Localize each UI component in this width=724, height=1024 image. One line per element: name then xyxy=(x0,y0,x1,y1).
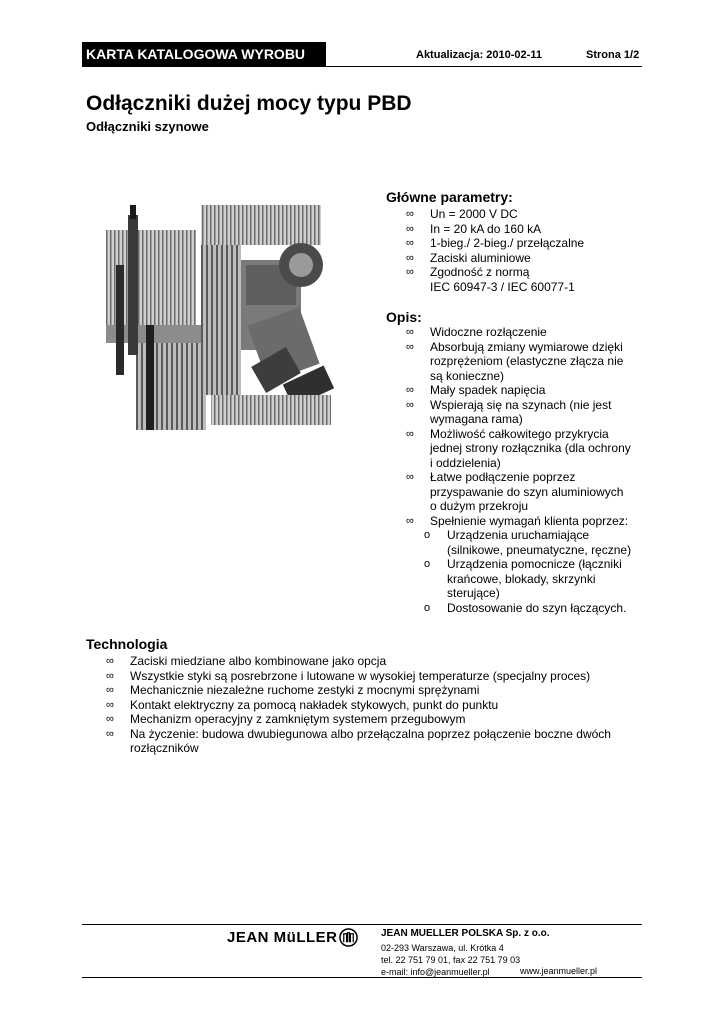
company-address: 02-293 Warszawa, ul. Krótka 4 xyxy=(381,943,504,953)
page-subtitle: Odłączniki szynowe xyxy=(86,119,209,134)
bullet-icon: ∞ xyxy=(406,326,414,338)
bullet-icon: ∞ xyxy=(106,727,114,740)
list-item xyxy=(406,557,646,601)
list-item-text: Wspierają się na szynach (nie jest wymagana rama) xyxy=(430,397,612,426)
bullet-icon: o xyxy=(424,529,431,541)
list-item-text: Absorbują zmiany wymiarowe dzięki rozprężeniom (elastyczne złącza nie są konieczne) xyxy=(430,339,624,383)
params-list xyxy=(406,207,646,294)
catalog-sheet-badge: KARTA KATALOGOWA WYROBU xyxy=(82,42,326,66)
list-item xyxy=(406,251,646,266)
update-date: Aktualizacja: 2010-02-11 xyxy=(416,49,542,61)
page-number: Strona 1/2 xyxy=(586,49,640,61)
list-item-text: Na życzenie: budowa dwubiegunowa albo przełączalna poprzez połączenie boczne dwóch rozłączników xyxy=(130,726,611,755)
technology-heading: Technologia xyxy=(86,636,168,652)
company-website: www.jeanmueller.pl xyxy=(520,966,598,976)
list-item xyxy=(406,325,646,340)
bullet-icon: ∞ xyxy=(106,669,114,682)
company-name: JEAN MUELLER POLSKA Sp. z o.o. xyxy=(381,928,550,939)
list-item xyxy=(106,712,646,727)
list-item-text: Kontakt elektryczny za pomocą nakładek stykowych, punkt do punktu xyxy=(130,697,499,712)
list-item-text: Widoczne rozłączenie xyxy=(430,325,547,339)
bullet-icon: ∞ xyxy=(406,427,414,440)
bullet-icon: ∞ xyxy=(406,266,414,278)
list-item xyxy=(406,398,646,427)
list-item-text: Mały spadek napięcia xyxy=(430,383,546,397)
company-contact xyxy=(381,942,520,978)
company-logo-text: JEAN MüLLER xyxy=(227,929,338,946)
bullet-icon: ∞ xyxy=(406,251,414,264)
bullet-icon: ∞ xyxy=(406,222,414,235)
list-item xyxy=(406,470,646,514)
list-item-text: Un = 2000 V DC xyxy=(430,207,518,221)
list-item xyxy=(106,669,646,684)
list-item-text: 1-bieg./ 2-bieg./ przełączalne xyxy=(430,236,585,250)
list-item-text: Dostosowanie do szyn łączących. xyxy=(447,600,627,615)
bullet-icon: ∞ xyxy=(406,398,414,411)
list-item-text: Zaciski aluminiowe xyxy=(430,250,531,265)
bullet-icon: ∞ xyxy=(406,471,414,483)
list-item-text: Łatwe podłączenie poprzez przyspawanie do szyn aluminiowych o dużym przekroju xyxy=(430,470,624,513)
bullet-icon: o xyxy=(424,558,431,570)
list-item xyxy=(406,528,646,557)
list-item xyxy=(406,340,646,384)
list-item xyxy=(106,683,646,698)
list-item xyxy=(406,265,646,294)
list-item xyxy=(406,222,646,237)
footer-rule-bottom xyxy=(82,977,642,978)
params-heading: Główne parametry: xyxy=(386,189,513,205)
bullet-icon: ∞ xyxy=(106,713,114,725)
bullet-icon: ∞ xyxy=(406,340,414,353)
list-item-text: Urządzenia pomocnicze (łączniki krańcowe, blokady, skrzynki sterujące) xyxy=(447,557,622,600)
list-item xyxy=(406,236,646,251)
list-item-text: Zaciski miedziane albo kombinowane jako opcja xyxy=(130,654,387,668)
list-item xyxy=(406,207,646,222)
list-item-text: Zgodność z normą IEC 60947-3 / IEC 60077-1 xyxy=(430,265,575,294)
list-item xyxy=(406,383,646,398)
company-email: e-mail: info@jeanmueller.pl xyxy=(381,967,490,977)
technology-list xyxy=(106,654,646,756)
page-title: Odłączniki dużej mocy typu PBD xyxy=(86,92,412,115)
header-rule xyxy=(82,66,642,67)
bullet-icon: ∞ xyxy=(406,208,414,220)
list-item-text: Mechanicznie niezależne ruchome zestyki z mocnymi sprężynami xyxy=(130,683,480,697)
description-list xyxy=(406,325,646,615)
product-photo xyxy=(106,205,350,435)
list-item xyxy=(406,514,646,529)
description-heading: Opis: xyxy=(386,309,422,325)
list-item-text: Mechanizm operacyjny z zamkniętym systemem przegubowym xyxy=(130,712,466,726)
bullet-icon: ∞ xyxy=(406,514,414,527)
list-item-text: Spełnienie wymagań klienta poprzez: xyxy=(430,513,629,528)
list-item-text: In = 20 kA do 160 kA xyxy=(430,221,542,236)
bullet-icon: ∞ xyxy=(106,698,114,711)
company-logo-icon xyxy=(339,928,358,947)
list-item xyxy=(106,654,646,669)
list-item-text: Możliwość całkowitego przykrycia jednej strony rozłącznika (dla ochrony i oddzielenia) xyxy=(430,426,631,470)
list-item-text: Wszystkie styki są posrebrzone i lutowane w wysokiej temperaturze (specjalny proces) xyxy=(130,668,591,683)
bullet-icon: ∞ xyxy=(406,237,414,249)
list-item-text: Urządzenia uruchamiające (silnikowe, pneumatyczne, ręczne) xyxy=(447,528,632,557)
list-item xyxy=(106,727,646,756)
footer-rule-top xyxy=(82,924,642,925)
bullet-icon: o xyxy=(424,601,431,614)
list-item xyxy=(406,427,646,471)
list-item xyxy=(106,698,646,713)
company-phone: tel. 22 751 79 01, fax 22 751 79 03 xyxy=(381,955,521,965)
bullet-icon: ∞ xyxy=(106,684,114,696)
bullet-icon: ∞ xyxy=(106,655,114,667)
bullet-icon: ∞ xyxy=(406,384,414,396)
list-item xyxy=(406,601,646,616)
